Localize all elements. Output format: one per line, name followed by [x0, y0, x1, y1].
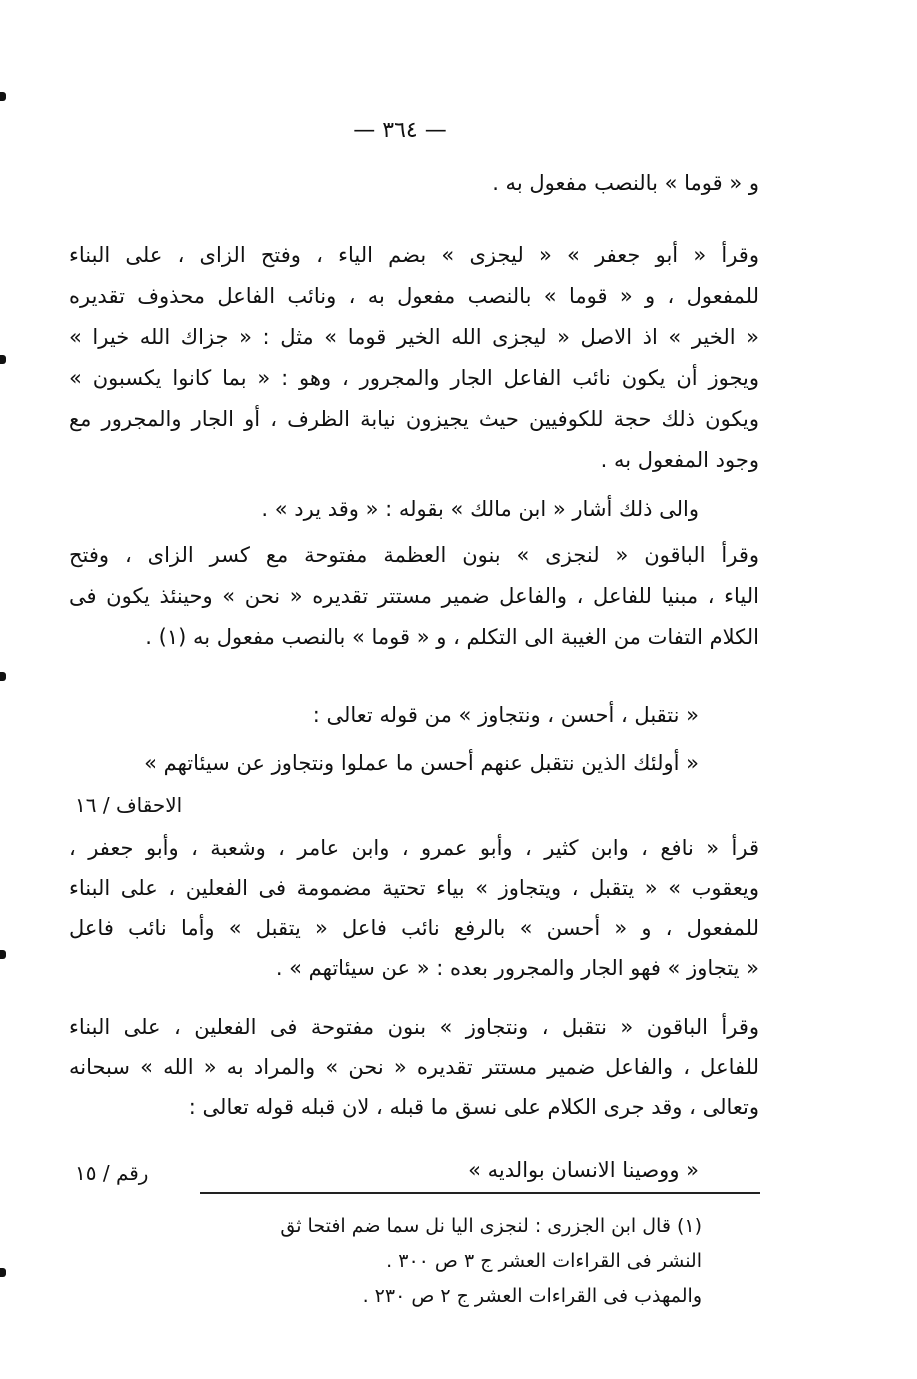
text-line: والى ذلك أشار « ابن مالك » بقوله : « وقد يرد » . — [261, 497, 699, 521]
text-line: الياء ، مبنيا للفاعل ، والفاعل ضمير مستتر تقديره « نحن » وحينئذ يكون فى — [69, 584, 759, 608]
quran-verse: « ووصينا الانسان بوالديه » — [468, 1158, 699, 1182]
verse-reference: رقم / ١٥ — [75, 1161, 149, 1185]
quran-verse: « أولئك الذين نتقبل عنهم أحسن ما عملوا ونتجاوز عن سيئاتهم » — [144, 751, 699, 775]
text-line: وقرأ الباقون « لنجزى » بنون العظمة مفتوحة مع كسر الزاى ، وفتح — [69, 543, 759, 567]
text-line: للفاعل ، والفاعل ضمير مستتر تقديره « نحن » والمراد به « الله » سبحانه — [69, 1055, 759, 1079]
verse-reference: الاحقاف / ١٦ — [75, 793, 183, 817]
text-line: الكلام التفات من الغيبة الى التكلم ، و « قوما » بالنصب مفعول به (١) . — [145, 625, 759, 649]
text-line: وقرأ « أبو جعفر » « ليجزى » بضم الياء ، وفتح الزاى ، على البناء — [69, 243, 759, 267]
text-line: وقرأ الباقون « نتقبل ، ونتجاوز » بنون مفتوحة فى الفعلين ، على البناء — [69, 1015, 759, 1039]
scan-edge-mark — [0, 950, 6, 959]
footnote-line: والمهذب فى القراءات العشر ج ٢ ص ٢٣٠ . — [362, 1285, 702, 1307]
text-line: و « قوما » بالنصب مفعول به . — [492, 171, 759, 195]
footnote-line: (١) قال ابن الجزرى : لنجزى اليا نل سما ضم افتحا ثق — [280, 1215, 702, 1237]
text-line: للمفعول ، و « قوما » بالنصب مفعول به ، ونائب الفاعل محذوف تقديره — [69, 284, 759, 308]
scan-edge-mark — [0, 355, 6, 364]
scan-edge-mark — [0, 672, 6, 681]
scan-edge-mark — [0, 92, 6, 101]
text-line: قرأ « نافع ، وابن كثير ، وأبو عمرو ، وابن عامر ، وشعبة ، وأبو جعفر ، — [69, 836, 759, 860]
text-line: ويكون ذلك حجة للكوفيين حيث يجيزون نيابة الظرف ، أو الجار والمجرور مع — [69, 407, 759, 431]
text-line: للمفعول ، و « أحسن » بالرفع نائب فاعل « يتقبل » وأما نائب فاعل — [69, 916, 759, 940]
scan-edge-mark — [0, 1268, 6, 1277]
text-line: ويعقوب » « يتقبل ، ويتجاوز » بياء تحتية مضمومة فى الفعلين ، على البناء — [69, 876, 759, 900]
text-line: « يتجاوز » فهو الجار والمجرور بعده : « عن سيئاتهم » . — [275, 956, 759, 980]
page-number: — ٣٦٤ — — [353, 118, 447, 143]
footnote-separator — [200, 1192, 760, 1194]
footnote-line: النشر فى القراءات العشر ج ٣ ص ٣٠٠ . — [386, 1250, 702, 1272]
text-line: وتعالى ، وقد جرى الكلام على نسق ما قبله ، لان قبله قوله تعالى : — [188, 1095, 759, 1119]
text-line: وجود المفعول به . — [600, 448, 759, 472]
text-line: « نتقبل ، أحسن ، ونتجاوز » من قوله تعالى : — [312, 703, 699, 727]
text-line: ويجوز أن يكون نائب الفاعل الجار والمجرور ، وهو : « بما كانوا يكسبون » — [69, 366, 759, 390]
text-line: « الخير » اذ الاصل « ليجزى الله الخير قوما » مثل : « جزاك الله خيرا » — [69, 325, 759, 349]
